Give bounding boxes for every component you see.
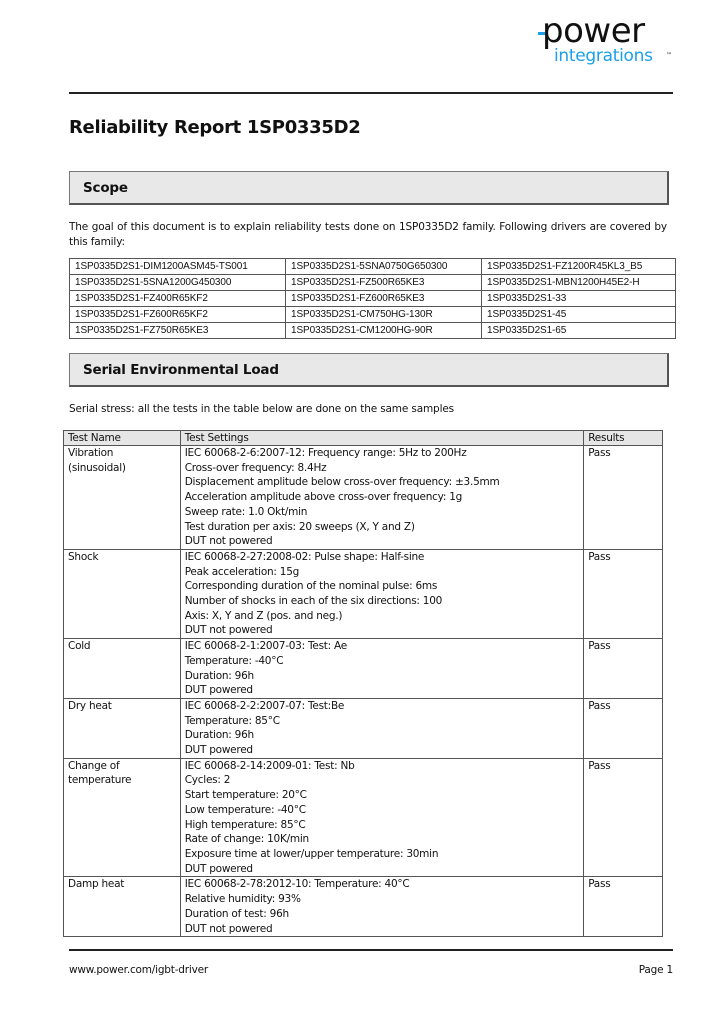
test-settings-cell: IEC 60068-2-78:2012-10: Temperature: 40°C Relative humidity: 93% Duration of test: 96h DUT not powered xyxy=(180,877,583,937)
table-row xyxy=(64,446,663,550)
table-cell: 1SP0335D2S1-5SNA0750G650300 xyxy=(286,259,482,275)
table-row xyxy=(64,639,663,699)
scope-paragraph: The goal of this document is to explain reliability tests done on 1SP0335D2 family. Following drivers are covered by this family: xyxy=(69,221,667,248)
test-name-cell: Damp heat xyxy=(64,877,181,937)
column-header-test-settings: Test Settings xyxy=(180,431,583,446)
logo-trademark: ™ xyxy=(666,52,672,59)
tests-table xyxy=(63,430,663,937)
table-cell: 1SP0335D2S1-FZ1200R45KL3_B5 xyxy=(482,259,676,275)
table-header-row xyxy=(64,431,663,446)
table-row xyxy=(70,291,676,307)
test-settings-cell: IEC 60068-2-27:2008-02: Pulse shape: Half-sine Peak acceleration: 15g Corresponding duration of the nominal pulse: 6ms Number of shocks in each of the six directions: 100 Axis: X, Y and Z (pos. and neg.) DUT not powered xyxy=(180,549,583,638)
table-cell: 1SP0335D2S1-33 xyxy=(482,291,676,307)
logo-word-integrations: integrations xyxy=(554,46,653,66)
section-heading-serial-environmental-load xyxy=(69,353,669,387)
serial-stress-paragraph: Serial stress: all the tests in the table below are done on the same samples xyxy=(69,403,454,415)
test-name-cell: Vibration (sinusoidal) xyxy=(64,446,181,550)
section-heading-label: Scope xyxy=(83,180,128,196)
table-cell: 1SP0335D2S1-CM750HG-130R xyxy=(286,307,482,323)
table-row xyxy=(64,758,663,877)
logo-word-power: power xyxy=(542,11,645,51)
table-cell: 1SP0335D2S1-FZ600R65KF2 xyxy=(70,307,286,323)
drivers-table xyxy=(69,258,676,339)
test-result-cell: Pass xyxy=(584,639,663,699)
footer-rule xyxy=(69,949,673,951)
section-heading-label: Serial Environmental Load xyxy=(83,362,279,378)
table-cell: 1SP0335D2S1-FZ500R65KE3 xyxy=(286,275,482,291)
power-integrations-logo xyxy=(538,11,678,68)
test-settings-cell: IEC 60068-2-1:2007-03: Test: Ae Temperature: -40°C Duration: 96h DUT powered xyxy=(180,639,583,699)
table-cell: 1SP0335D2S1-FZ600R65KE3 xyxy=(286,291,482,307)
test-result-cell: Pass xyxy=(584,549,663,638)
table-cell: 1SP0335D2S1-FZ400R65KF2 xyxy=(70,291,286,307)
test-name-cell: Cold xyxy=(64,639,181,699)
test-name-cell: Dry heat xyxy=(64,698,181,758)
table-row xyxy=(64,877,663,937)
test-settings-cell: IEC 60068-2-6:2007-12: Frequency range: 5Hz to 200Hz Cross-over frequency: 8.4Hz Displacement amplitude below cross-over frequency: ±3.5mm Acceleration amplitude above cross-over frequency: 1g Sweep rate: 1.0 Okt/min Test duration per axis: 20 sweeps (X, Y and Z) DUT not powered xyxy=(180,446,583,550)
test-settings-cell: IEC 60068-2-14:2009-01: Test: Nb Cycles: 2 Start temperature: 20°C Low temperature: -40°C High temperature: 85°C Rate of change: 10K/min Exposure time at lower/upper temperature: 30min DUT powered xyxy=(180,758,583,877)
test-result-cell: Pass xyxy=(584,446,663,550)
test-name-cell: Shock xyxy=(64,549,181,638)
table-cell: 1SP0335D2S1-5SNA1200G450300 xyxy=(70,275,286,291)
table-cell: 1SP0335D2S1-DIM1200ASM45-TS001 xyxy=(70,259,286,275)
column-header-test-name: Test Name xyxy=(64,431,181,446)
table-cell: 1SP0335D2S1-65 xyxy=(482,323,676,339)
table-cell: 1SP0335D2S1-FZ750R65KE3 xyxy=(70,323,286,339)
test-result-cell: Pass xyxy=(584,698,663,758)
section-heading-scope xyxy=(69,171,669,205)
table-row xyxy=(64,549,663,638)
table-row xyxy=(70,275,676,291)
page-number: Page 1 xyxy=(638,964,673,976)
header-rule xyxy=(69,92,673,94)
test-result-cell: Pass xyxy=(584,877,663,937)
page-title: Reliability Report 1SP0335D2 xyxy=(69,117,361,138)
table-cell: 1SP0335D2S1-MBN1200H45E2-H xyxy=(482,275,676,291)
table-row xyxy=(70,323,676,339)
test-result-cell: Pass xyxy=(584,758,663,877)
table-row xyxy=(64,698,663,758)
table-row xyxy=(70,259,676,275)
footer-url-link[interactable]: www.power.com/igbt-driver xyxy=(69,964,208,976)
test-name-cell: Change of temperature xyxy=(64,758,181,877)
table-row xyxy=(70,307,676,323)
table-cell: 1SP0335D2S1-CM1200HG-90R xyxy=(286,323,482,339)
column-header-results: Results xyxy=(584,431,663,446)
test-settings-cell: IEC 60068-2-2:2007-07: Test:Be Temperature: 85°C Duration: 96h DUT powered xyxy=(180,698,583,758)
table-cell: 1SP0335D2S1-45 xyxy=(482,307,676,323)
